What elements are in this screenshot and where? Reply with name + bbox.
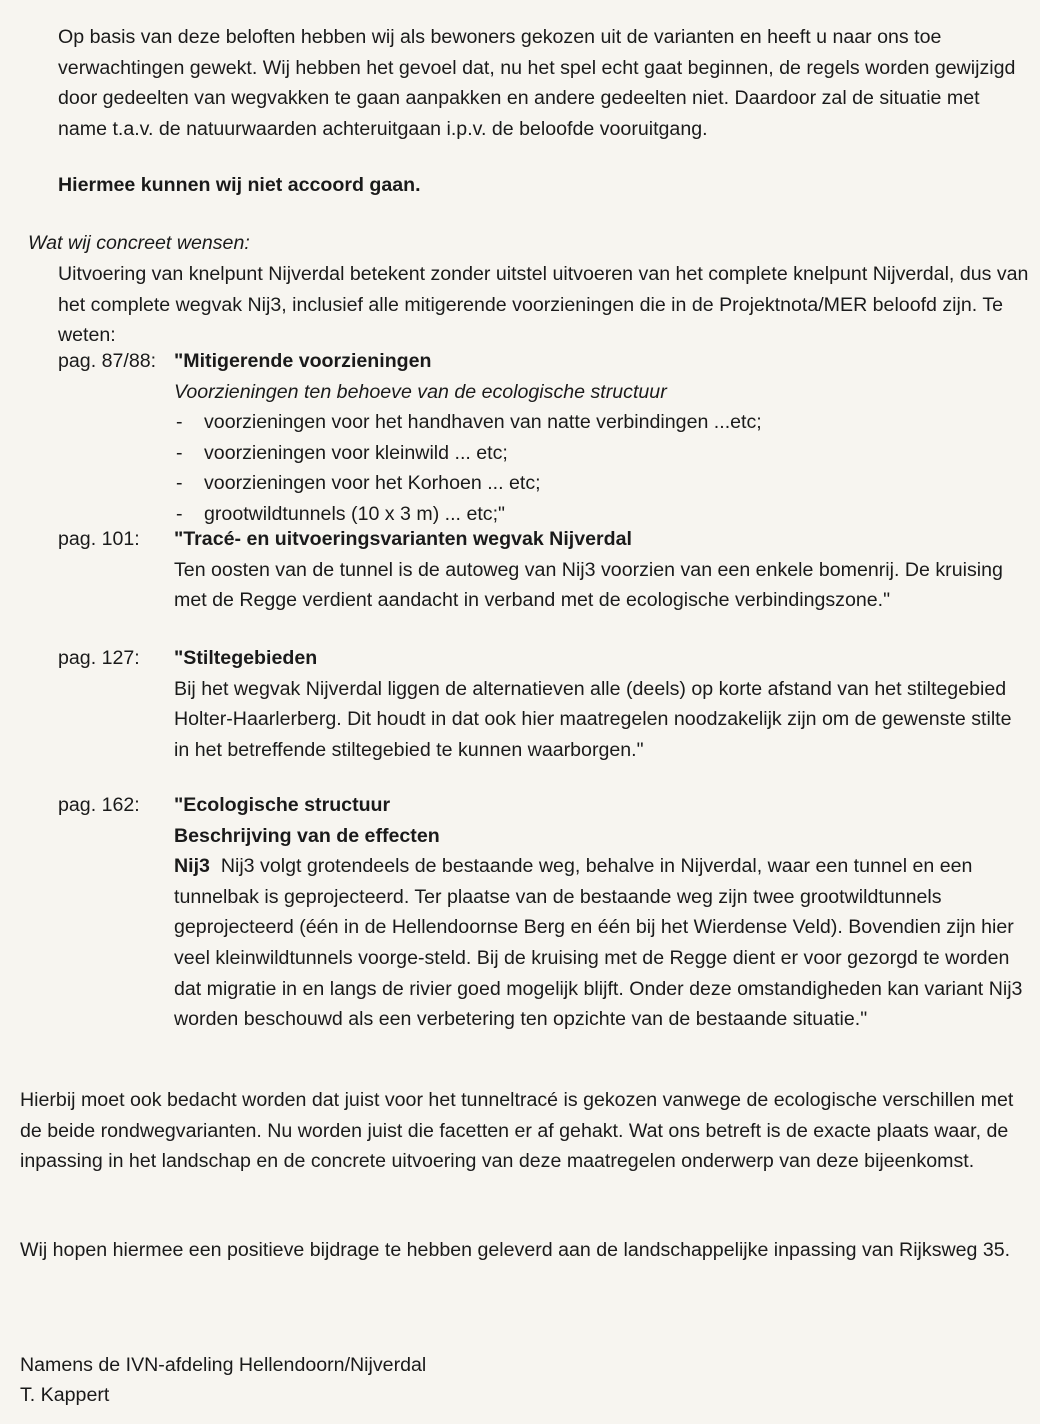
reference-text: Ten oosten van de tunnel is de autoweg van Nij3 voorzien van een enkele bomenrij. De kruising met de Regge verdient aandacht in verband met de ecologische verbindingszone." [174, 558, 1003, 612]
intro-bold-statement: Hiermee kunnen wij niet accoord gaan. [58, 174, 421, 196]
reference-page-label: pag. 87/88: [58, 350, 157, 372]
signature-name: T. Kappert [20, 1384, 110, 1406]
reference-title: "Stiltegebieden [174, 647, 318, 669]
reference-content [174, 643, 1029, 765]
list-item: - voorzieningen voor het handhaven van natte verbindingen ...etc; [174, 407, 1029, 438]
list-item: - voorzieningen voor kleinwild ... etc; [174, 438, 1029, 469]
reference-content [174, 346, 1029, 530]
reference-subtitle: Voorzieningen ten behoeve van de ecologische structuur [174, 380, 667, 403]
reference-text-block [174, 851, 1029, 1035]
reference-content [174, 524, 1029, 616]
reference-title: "Tracé- en uitvoeringsvarianten wegvak Nijverdal [174, 528, 632, 550]
hope-paragraph: Wij hopen hiermee een positieve bijdrage te hebben geleverd aan de landschappelijke inpassing van Rijksweg 35. [20, 1239, 1011, 1261]
reference-bullet-list [174, 407, 1029, 529]
wishes-intro: Uitvoering van knelpunt Nijverdal betekent zonder uitstel uitvoeren van het complete knelpunt Nijverdal, dus van het complete wegvak Nij3, inclusief alle mitigerende voorzieningen die in de Projektnota/MER beloofd zijn. Te weten: [58, 263, 1029, 347]
reference-page-label: pag. 127: [58, 647, 140, 669]
list-item: - voorzieningen voor het Korhoen ... etc; [174, 468, 1029, 499]
list-item: - grootwildtunnels (10 x 3 m) ... etc;" [174, 499, 1029, 530]
reference-text: Bij het wegvak Nijverdal liggen de alternatieven alle (deels) op korte afstand van het stiltegebied Holter-Haarlerberg. Dit houdt in dat ook hier maatregelen noodzakelijk zijn om de gewenste stilte in het betreffende stiltegebied te kunnen waarborgen." [174, 677, 1012, 761]
reference-page-label: pag. 101: [58, 528, 140, 550]
wishes-heading: Wat wij concreet wensen: [28, 232, 250, 254]
reference-subtitle: Beschrijving van de effecten [174, 824, 440, 847]
reference-title: "Mitigerende voorzieningen [174, 350, 432, 372]
reference-content [174, 790, 1029, 1035]
intro-paragraph: Op basis van deze beloften hebben wij als bewoners gekozen uit de varianten en heeft u naar ons toe verwachtingen gewekt. Wij hebben het gevoel dat, nu het spel echt gaat beginnen, de regels worden gewijzigd door gedeelten van wegvakken te gaan aanpakken en andere gedeelten niet. Daardoor zal de situatie met name t.a.v. de natuurwaarden achteruitgaan i.p.v. de beloofde vooruitgang. [58, 26, 1016, 140]
signature-organisation: Namens de IVN-afdeling Hellendoorn/Nijverdal [20, 1354, 427, 1376]
reference-page-label: pag. 162: [58, 794, 140, 816]
reference-title: "Ecologische structuur [174, 794, 391, 816]
reference-lead: Nij3 [174, 855, 210, 878]
reference-text: Nij3 volgt grotendeels de bestaande weg, behalve in Nijverdal, waar een tunnel en een tunnelbak is geprojecteerd. Ter plaatse van de bestaande weg zijn twee grootwildtunnels geprojecteerd (één in de Hellendoornse Berg en één bij het Wierdense Veld). Bovendien zijn hier veel kleinwildtunnels voorge-steld. Bij de kruising met de Regge dient er voor gezorgd te worden dat migratie in en langs de rivier goed mogelijk blijft. Onder deze omstandigheden kan variant Nij3 worden beschouwd als een verbetering ten opzichte van de bestaande situatie." [174, 855, 1023, 1031]
closing-paragraph: Hierbij moet ook bedacht worden dat juist voor het tunneltracé is gekozen vanwege de ecologische verschillen met de beide rondwegvarianten. Nu worden juist die facetten er af gehakt. Wat ons betreft is de exacte plaats waar, de inpassing in het landschap en de concrete uitvoering van deze maatregelen onderwerp van deze bijeenkomst. [20, 1089, 1014, 1173]
